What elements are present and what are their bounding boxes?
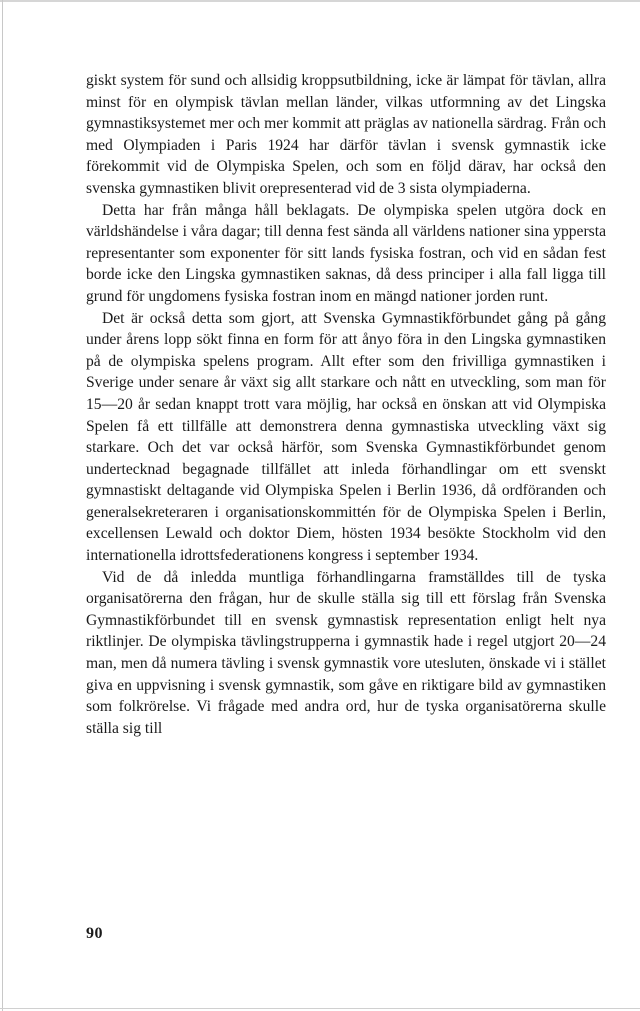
paragraph-2: Detta har från många håll beklagats. De olympiska spelen utgöra dock en världshändelse i våra dagar; till denna fest sända all världens nationer sina yppersta representanter som exponenter för sitt lands fysiska fostran, och vid en sådan fest borde icke den Lingska gymnastiken saknas, då dess principer i alla fall ligga till grund för ungdomens fysiska fostran inom en mängd nationer jorden runt. xyxy=(86,201,606,305)
paragraph-1: giskt system för sund och allsidig kroppsutbildning, icke är lämpat för tävlan, allra minst för en olympisk tävlan mellan länder, vilkas utformning av det Lingska gymnastiksystemet mer och mer kommit att präglas av nationella särdrag. Från och med Olympiaden i Paris 1924 har därför tävlan i svensk gymnastik icke förekommit vid de Olympiska Spelen, och som en följd därav, har också den svenska gymnastiken blivit orepresenterad vid de 3 sista olympiaderna. xyxy=(86,72,606,197)
paragraph-4: Vid de då inledda muntliga förhandlingarna framställdes till de tyska organisatörerna den frågan, hur de skulle ställa sig till ett förslag från Svenska Gymnastikförbundet till en svensk gymnastisk representation enligt helt nya riktlinjer. De olympiska tävlingstrupperna i gymnastik hade i regel utgjort 20—24 man, men då numera tävling i svensk gymnastik vore utesluten, önskade vi i stället giva en uppvisning i svensk gymnastik, som gåve en riktigare bild av gymnastiken som folkrörelse. Vi frågade med andra ord, hur de tyska organisatörerna skulle ställa sig till xyxy=(86,568,606,737)
paragraph-3: Det är också detta som gjort, att Svenska Gymnastikförbundet gång på gång under årens lopp sökt finna en form för att ånyo föra in den Lingska gymnastiken på de olympiska spelens program. Allt efter som den frivilliga gymnastiken i Sverige under senare år växt sig allt starkare och nått en utveckling, som man för 15—20 år sedan knappt trott vara möjlig, har också en önskan att vid Olympiska Spelen få ett tillfälle att demonstrera denna gymnastiska utveckling växt sig starkare. Och det var också härför, som Svenska Gymnastikförbundet genom undertecknad begagnade tillfället att inleda förhandlingar om ett svenskt gymnastiskt deltagande vid Olympiska Spelen i Berlin 1936, då ordföranden och generalsekreteraren i organisationskommittén för de Olympiska Spelen i Berlin, excellensen Lewald och doktor Diem, hösten 1934 besökte Stockholm vid den internationella idrottsfederationens kongress i september 1934. xyxy=(86,309,606,565)
body-text xyxy=(86,70,606,739)
page-top-edge xyxy=(0,0,640,2)
page-bottom-edge xyxy=(0,1008,640,1009)
page-left-edge xyxy=(2,0,3,1011)
page-number: 90 xyxy=(86,925,103,942)
